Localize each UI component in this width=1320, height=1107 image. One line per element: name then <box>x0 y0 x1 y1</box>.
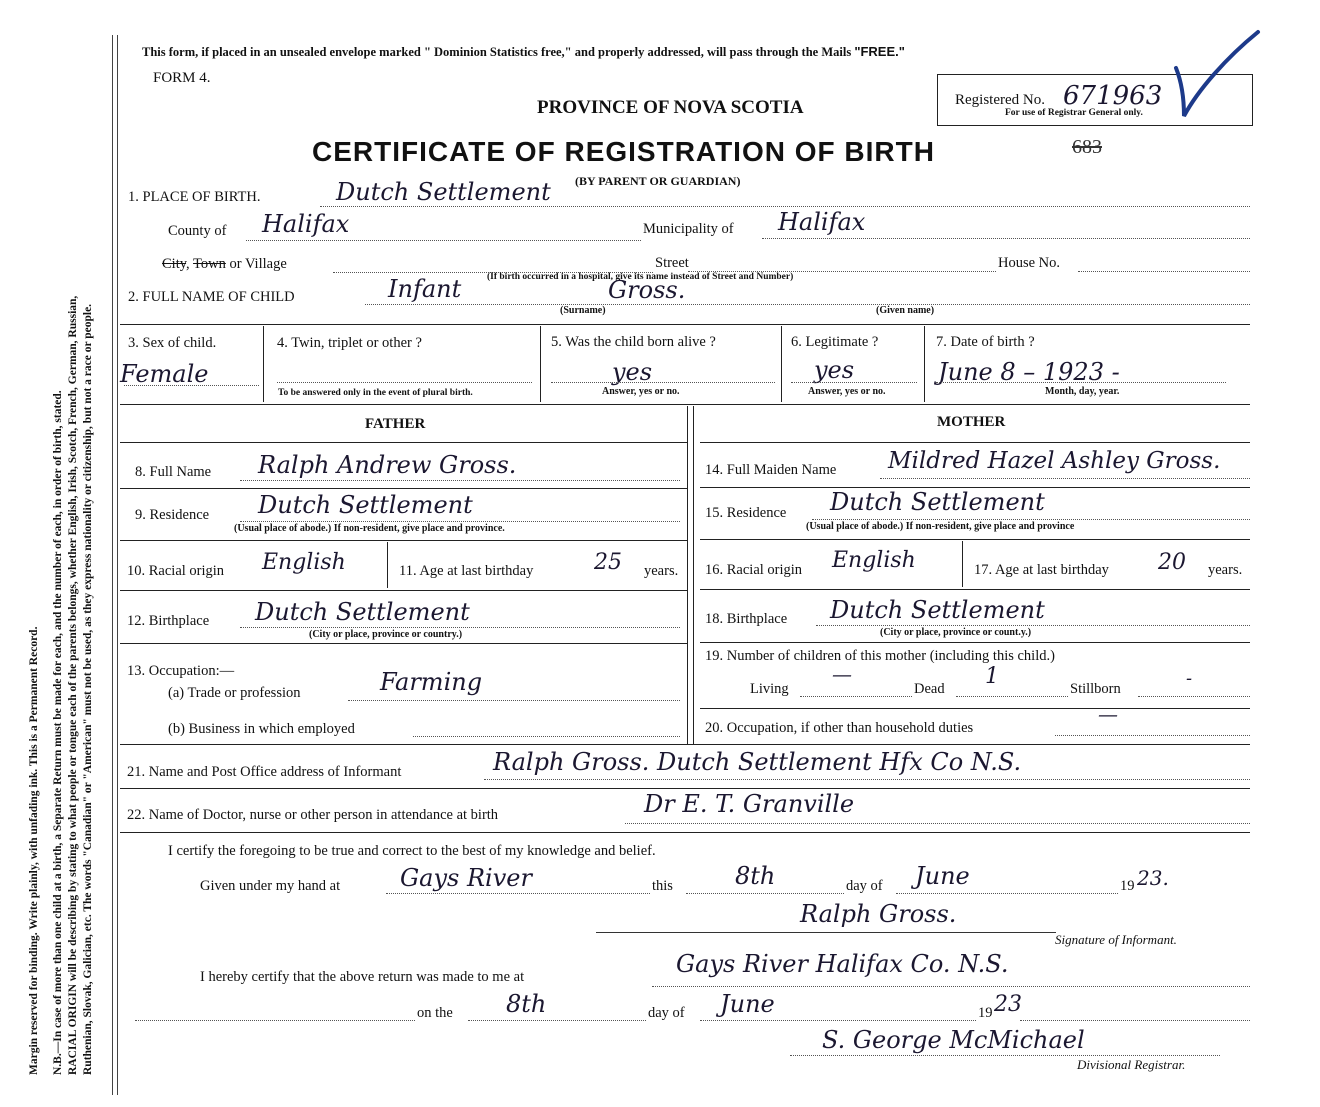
nb-note-line3: Ruthenian, Slovak, Galician, etc. The words "Canadian" or "American" must not be used, as they express nationality or citizenship, but not a race or people. <box>82 303 94 1075</box>
stillborn-value: - <box>1186 668 1193 689</box>
nb-note-line1: N.B.—In case of more than one child at a birth, a Separate Return must be made for each, and the number of each, in order of birth, stated. <box>52 390 64 1075</box>
father-res-dots <box>240 521 680 522</box>
given-day-value: 8th <box>735 862 776 890</box>
row-rule <box>700 642 1250 643</box>
children-count-label: 19. Number of children of this mother (including this child.) <box>705 648 1055 664</box>
hospital-note: (If birth occurred in a hospital, give its name instead of Street and Number) <box>487 272 794 282</box>
mother-name-dots <box>880 478 1250 479</box>
given-year-value: 23. <box>1137 866 1169 890</box>
mother-name-label: 14. Full Maiden Name <box>705 462 837 478</box>
mother-age-value: 20 <box>1158 550 1186 575</box>
born-alive-note: Answer, yes or no. <box>602 386 680 397</box>
col-rule <box>387 542 388 588</box>
doctor-value: Dr E. T. Granville <box>644 790 855 818</box>
house-dots <box>1078 271 1250 272</box>
nb-note-line2: RACIAL ORIGIN will be describing by stating to what people or tongue each of the parents belongs, whether English, Irish, Scotch, French, German, Russian, <box>67 295 79 1075</box>
col-rule <box>924 326 925 402</box>
twin-label: 4. Twin, triplet or other ? <box>277 335 422 351</box>
father-residence-note: (Usual place of abode.) If non-resident, give place and province. <box>234 523 505 534</box>
given-under-hand-label: Given under my hand at <box>200 878 341 894</box>
dead-value: 1 <box>985 664 999 689</box>
registrar-place-value: Gays River Halifax Co. N.S. <box>676 950 1009 978</box>
row-rule <box>700 539 1250 540</box>
municipality-dots <box>762 238 1250 239</box>
mother-occupation-value: — <box>1098 702 1118 726</box>
sex-dots <box>124 385 259 386</box>
full-name-dots <box>365 304 1250 305</box>
dead-label: Dead <box>914 681 945 697</box>
given-month-dots <box>896 893 1118 894</box>
trade-label: (a) Trade or profession <box>168 685 301 701</box>
mother-residence-note: (Usual place of abode.) If non-resident, give place and province <box>806 521 1075 532</box>
row-rule <box>120 488 687 489</box>
living-value: — <box>832 662 852 686</box>
checkmark-icon <box>1168 28 1268 124</box>
registrar-signature-dots <box>790 1055 1220 1056</box>
informant-signature-caption: Signature of Informant. <box>1055 932 1177 947</box>
registered-label: Registered No. <box>955 92 1045 108</box>
row-rule <box>120 590 687 591</box>
given-day-dots <box>686 893 844 894</box>
child-given-name-value: Gross. <box>608 276 686 304</box>
father-bp-dots <box>240 627 680 628</box>
registrar-caption: Divisional Registrar. <box>1077 1057 1186 1072</box>
binding-note: Margin reserved for binding. Write plainly, with unfading ink. This is a Permanent Record. <box>28 626 40 1075</box>
registrar-month-dots <box>700 1020 976 1021</box>
mail-notice: This form, if placed in an unsealed envelope marked " Dominion Statistics free," and properly addressed, will pass through the Mails "FREE." <box>142 44 905 59</box>
legitimate-note: Answer, yes or no. <box>808 386 886 397</box>
this-label: this <box>652 878 673 894</box>
center-rule <box>687 406 688 744</box>
mother-birthplace-note: (City or place, province or count.y.) <box>880 627 1032 638</box>
registrar-year-prefix: 19 <box>978 1005 993 1021</box>
full-name-label: 2. FULL NAME OF CHILD <box>128 289 295 305</box>
row-rule <box>700 442 1250 443</box>
mother-res-dots <box>812 519 1250 520</box>
county-label: County of <box>168 223 227 239</box>
mother-birthplace-value: Dutch Settlement <box>830 596 1045 624</box>
certificate-subtitle: (BY PARENT OR GUARDIAN) <box>575 174 741 188</box>
born-alive-label: 5. Was the child born alive ? <box>551 334 716 350</box>
father-age-value: 25 <box>594 550 622 575</box>
margin-rule <box>112 35 113 1095</box>
doctor-label: 22. Name of Doctor, nurse or other person in attendance at birth <box>127 807 499 823</box>
legit-dots <box>791 382 917 383</box>
informant-label: 21. Name and Post Office address of Informant <box>127 764 402 780</box>
legitimate-value: yes <box>814 356 855 384</box>
mother-residence-label: 15. Residence <box>705 505 787 521</box>
father-birthplace-note: (City or place, province or country.) <box>309 629 463 640</box>
given-month-value: June <box>915 862 970 890</box>
certify-statement: I certify the foregoing to be true and correct to the best of my knowledge and belief. <box>168 843 656 859</box>
born-alive-value: yes <box>612 358 653 386</box>
alive-dots <box>551 382 775 383</box>
form-number: FORM 4. <box>153 70 211 86</box>
stillborn-label: Stillborn <box>1070 681 1121 697</box>
father-racial-label: 10. Racial origin <box>127 563 225 579</box>
living-dots <box>800 696 912 697</box>
row-rule <box>700 708 1250 709</box>
row-rule <box>120 404 1250 405</box>
row-rule <box>120 324 1250 325</box>
col-rule <box>540 326 541 402</box>
registrar-year-dots <box>1020 1020 1250 1021</box>
municipality-label: Municipality of <box>643 221 734 237</box>
county-dots <box>246 240 641 241</box>
certificate-title: CERTIFICATE OF REGISTRATION OF BIRTH <box>312 136 935 167</box>
business-dots <box>413 736 680 737</box>
twin-note: To be answered only in the event of plural birth. <box>278 388 473 398</box>
stillborn-dots <box>1138 696 1250 697</box>
date-of-birth-note: Month, day, year. <box>1045 386 1120 397</box>
father-occupation-label: 13. Occupation:— <box>127 663 235 679</box>
mother-heading: MOTHER <box>937 414 1006 430</box>
signature-line <box>596 932 1056 933</box>
trade-value: Farming <box>380 668 483 696</box>
sex-label: 3. Sex of child. <box>128 335 217 351</box>
child-surname-value: Infant <box>388 275 462 303</box>
registrar-month-value: June <box>720 990 775 1018</box>
struck-number: 683 <box>1072 136 1102 158</box>
business-label: (b) Business in which employed <box>168 721 355 737</box>
registrar-day-value: 8th <box>506 990 547 1018</box>
province-title: PROVINCE OF NOVA SCOTIA <box>537 97 804 118</box>
day-of-label: day of <box>846 878 883 894</box>
registrar-year-value: 23 <box>994 992 1022 1017</box>
father-name-label: 8. Full Name <box>135 464 212 480</box>
given-place-value: Gays River <box>400 864 532 892</box>
mother-age-label: 17. Age at last birthday <box>974 562 1109 578</box>
municipality-value: Halifax <box>778 208 866 236</box>
place-of-birth-label: 1. PLACE OF BIRTH. <box>128 189 261 205</box>
registered-number: 671963 <box>1063 81 1163 111</box>
surname-caption: (Surname) <box>560 305 606 316</box>
legitimate-label: 6. Legitimate ? <box>791 334 879 350</box>
col-rule <box>962 541 963 587</box>
on-the-dots-lead <box>135 1020 415 1021</box>
father-racial-value: English <box>262 550 346 575</box>
given-year-prefix: 19 <box>1120 878 1135 894</box>
mother-occ-dots <box>1055 735 1250 736</box>
place-of-birth-value: Dutch Settlement <box>336 178 551 206</box>
living-label: Living <box>750 681 789 697</box>
twin-dots <box>277 382 532 383</box>
dob-dots <box>936 382 1226 383</box>
city-town-village-label: City, Town or Village <box>162 256 287 272</box>
mother-racial-value: English <box>832 548 916 573</box>
mother-birthplace-label: 18. Birthplace <box>705 611 788 627</box>
given-name-caption: (Given name) <box>876 305 935 316</box>
mother-years-label: years. <box>1208 562 1243 578</box>
father-birthplace-label: 12. Birthplace <box>127 613 210 629</box>
mother-residence-value: Dutch Settlement <box>830 488 1045 516</box>
registrar-day-of-label: day of <box>648 1005 685 1021</box>
center-rule <box>693 406 694 744</box>
sex-value: Female <box>120 360 209 388</box>
father-age-label: 11. Age at last birthday <box>399 563 534 579</box>
row-rule <box>120 643 687 644</box>
date-of-birth-label: 7. Date of birth ? <box>936 334 1035 350</box>
registrar-statement: I hereby certify that the above return was made to me at <box>200 969 525 985</box>
dead-dots <box>956 696 1068 697</box>
mother-name-value: Mildred Hazel Ashley Gross. <box>888 448 1221 474</box>
given-place-dots <box>386 893 650 894</box>
father-years-label: years. <box>644 563 679 579</box>
father-name-value: Ralph Andrew Gross. <box>258 451 517 479</box>
row-rule <box>700 589 1250 590</box>
street-label: Street <box>655 255 689 271</box>
father-name-dots <box>240 480 680 481</box>
father-residence-label: 9. Residence <box>135 507 210 523</box>
place-dots <box>320 206 1250 207</box>
row-rule <box>120 540 687 541</box>
date-of-birth-value: June 8 – 1923 - <box>938 358 1120 386</box>
mother-occupation-label: 20. Occupation, if other than household duties <box>705 720 974 736</box>
house-number-label: House No. <box>998 255 1061 271</box>
registrar-place-dots <box>652 986 1250 987</box>
trade-dots <box>348 700 680 701</box>
registrar-use-note: For use of Registrar General only. <box>1005 108 1143 118</box>
father-heading: FATHER <box>365 416 426 432</box>
mother-bp-dots <box>816 625 1250 626</box>
mother-racial-label: 16. Racial origin <box>705 562 803 578</box>
registrar-signature: S. George McMichael <box>822 1026 1085 1054</box>
doctor-dots <box>625 823 1250 824</box>
father-birthplace-value: Dutch Settlement <box>255 598 470 626</box>
row-rule <box>120 442 687 443</box>
registrar-day-dots <box>468 1020 646 1021</box>
row-rule <box>120 744 1250 745</box>
col-rule <box>263 326 264 402</box>
margin-rule-inner <box>117 35 118 1095</box>
informant-dots <box>484 779 1250 780</box>
informant-signature: Ralph Gross. <box>800 900 957 928</box>
county-value: Halifax <box>262 210 350 238</box>
informant-value: Ralph Gross. Dutch Settlement Hfx Co N.S. <box>493 748 1022 776</box>
on-the-label: on the <box>417 1005 453 1021</box>
row-rule <box>120 832 1250 833</box>
col-rule <box>781 326 782 402</box>
father-residence-value: Dutch Settlement <box>258 491 473 519</box>
row-rule <box>120 788 1250 789</box>
